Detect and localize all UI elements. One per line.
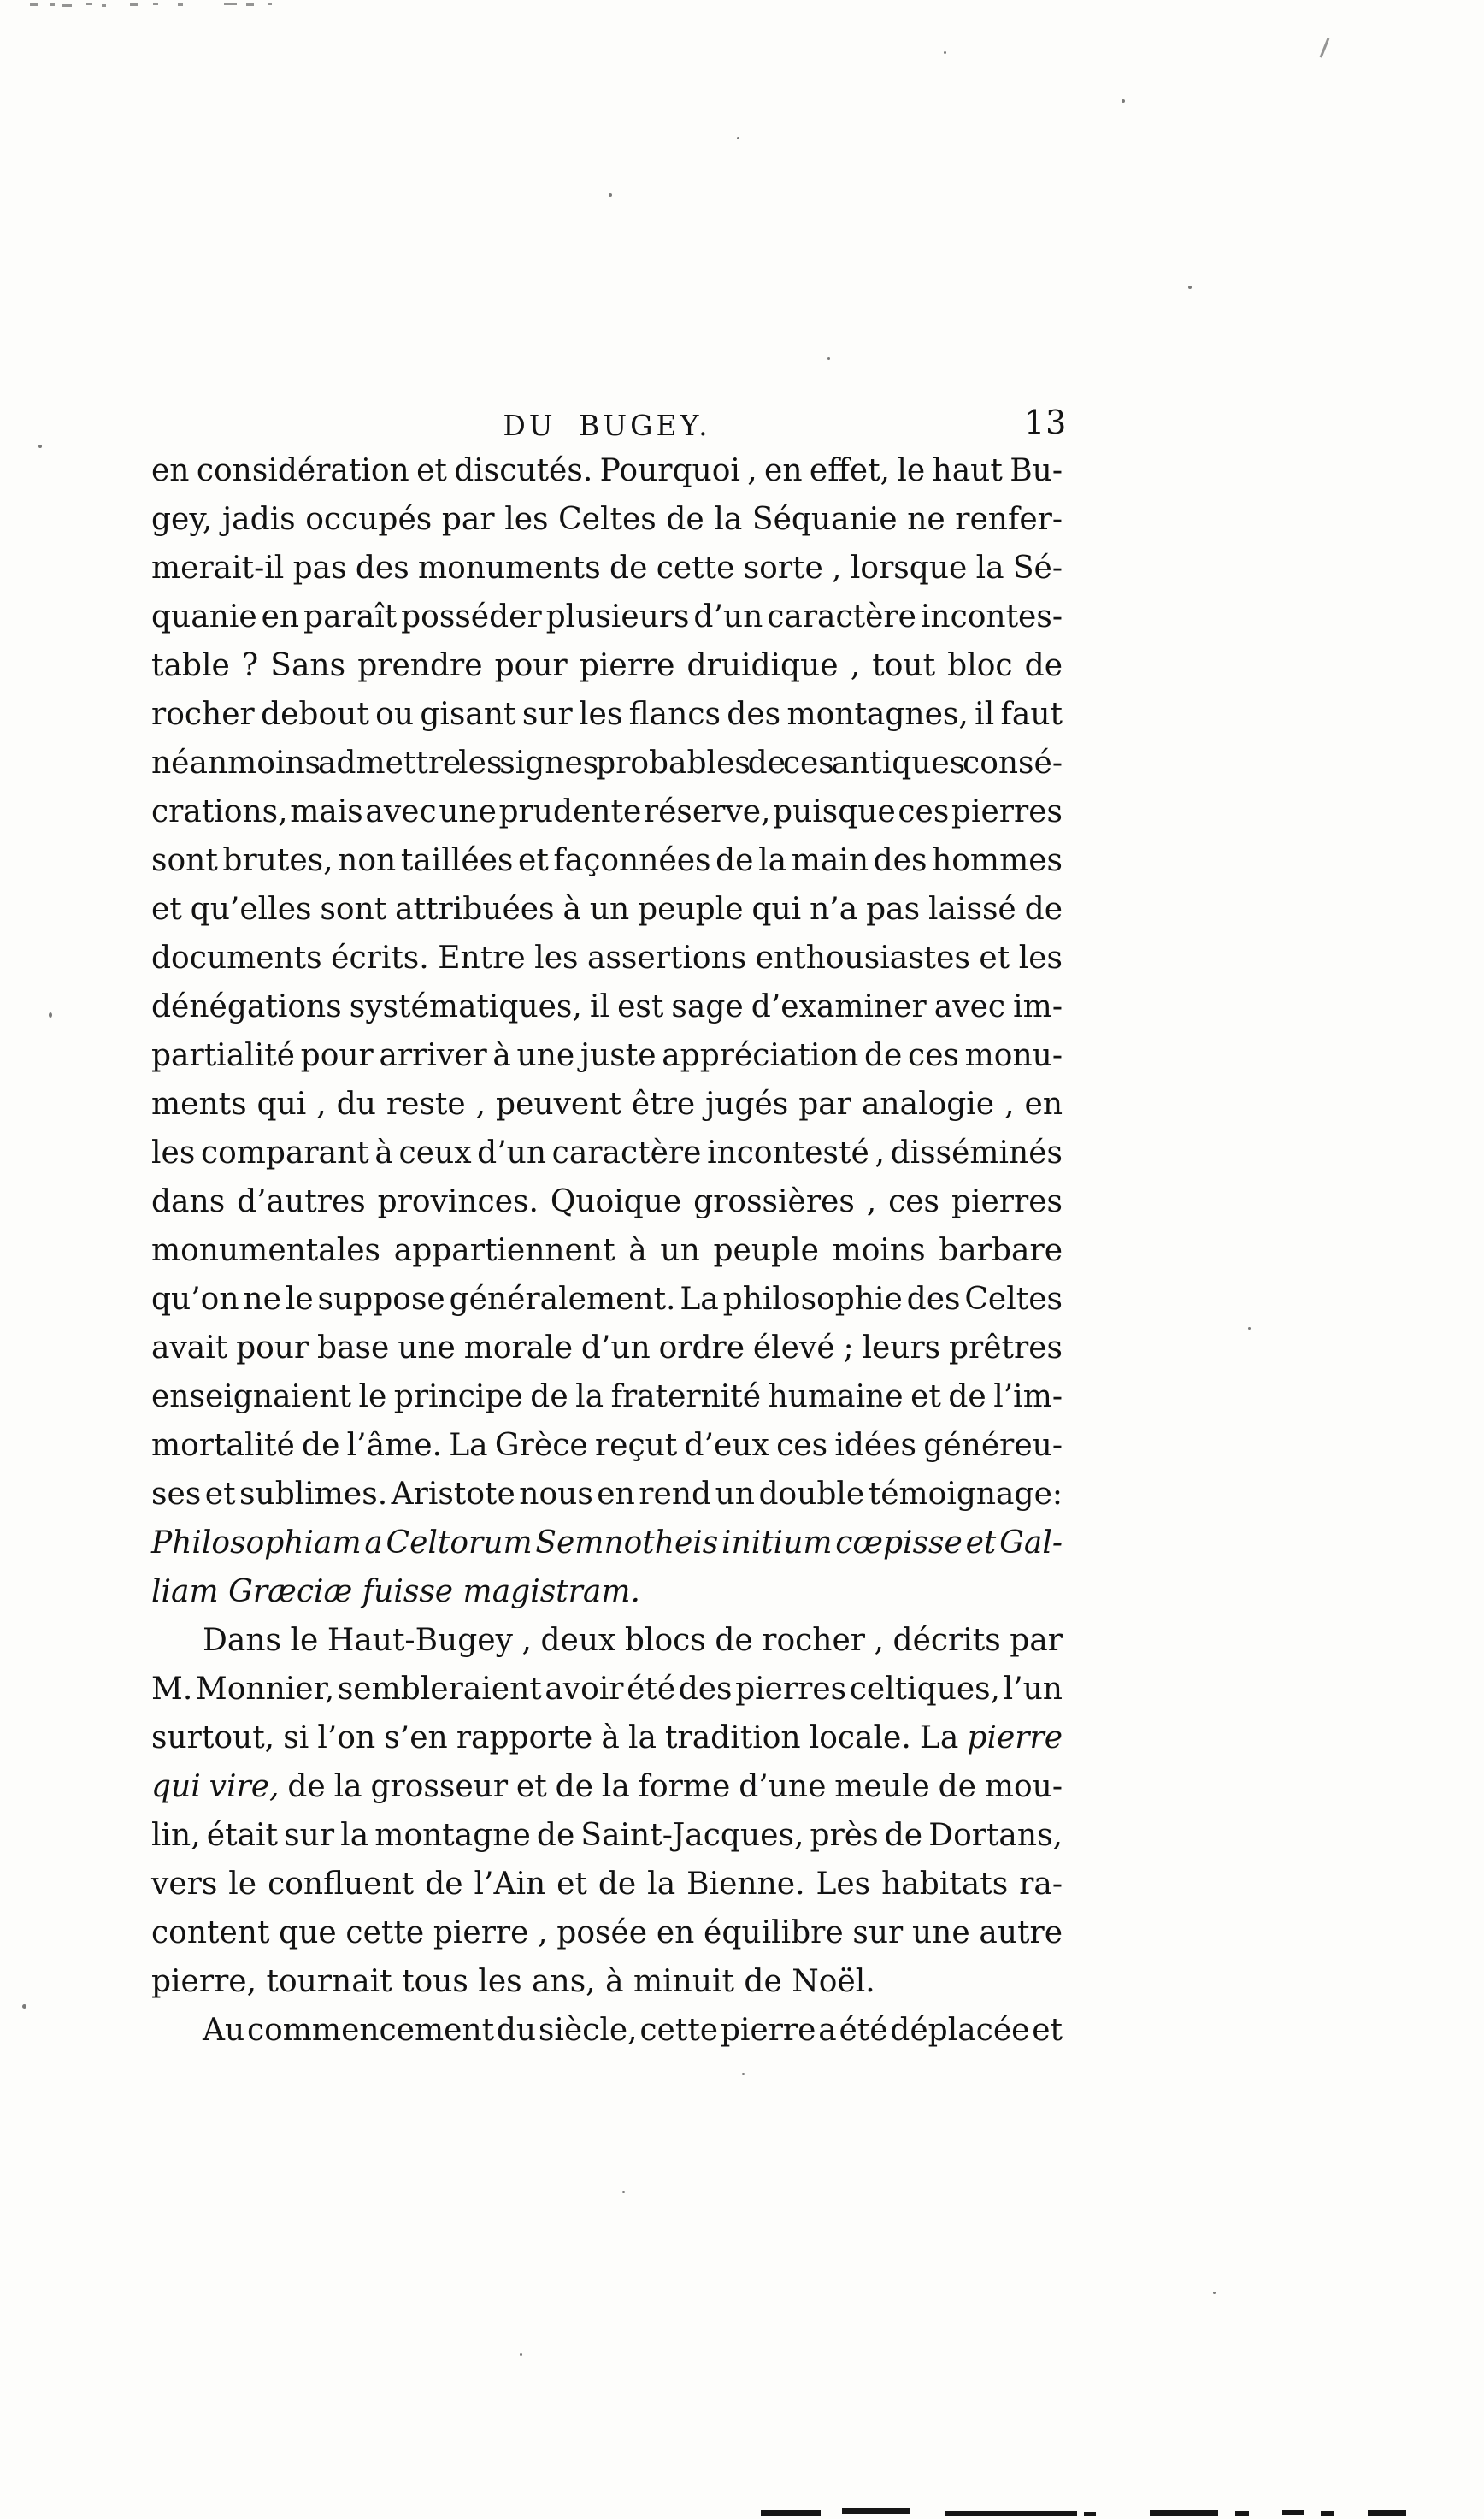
text-line: dénégations systématiques, il est sage d’examiner avec im- xyxy=(151,989,1063,1024)
text-line: vers le confluent de l’Ain et de la Bienne. Les habitats ra- xyxy=(151,1867,1063,1902)
text-line: néanmoins admettre les signes probables de ces antiques consé- xyxy=(151,746,1063,781)
text-line: M. Monnier, sembleraient avoir été des pierres celtiques, l’un xyxy=(151,1672,1063,1707)
text-line: lin, était sur la montagne de Saint-Jacques, près de Dortans, xyxy=(151,1818,1063,1853)
text-line: qu’on ne le suppose généralement. La philosophie des Celtes xyxy=(151,1282,1063,1317)
text-line: sont brutes, non taillées et façonnées de la main des hommes xyxy=(151,843,1063,878)
page-number: 13 xyxy=(1024,404,1068,441)
text-line: quanie en paraît posséder plusieurs d’un caractère incontes- xyxy=(151,599,1063,634)
text-line: avait pour base une morale d’un ordre élevé ; leurs prêtres xyxy=(151,1330,1063,1366)
text-line: dans d’autres provinces. Quoique grossières , ces pierres xyxy=(151,1184,1063,1219)
text-line: Philosophiam a Celtorum Semnotheis initium cœpisse et Gal- xyxy=(151,1525,1063,1560)
text-line: liam Græciæ fuisse magistram. xyxy=(151,1574,640,1609)
text-line: ments qui , du reste , peuvent être jugés par analogie , en xyxy=(151,1087,1063,1122)
text-line: Au commencement du siècle, cette pierre a été déplacée et xyxy=(203,2013,1063,2048)
text-line: table ? Sans prendre pour pierre druidique , tout bloc de xyxy=(151,648,1063,683)
text-line: crations, mais avec une prudente réserve, puisque ces pierres xyxy=(151,794,1063,829)
text-line: en considération et discutés. Pourquoi , en effet, le haut Bu- xyxy=(151,453,1063,488)
text-line: documents écrits. Entre les assertions enthousiastes et les xyxy=(151,941,1063,976)
text-line: qui vire, de la grosseur et de la forme d’une meule de mou- xyxy=(151,1769,1063,1804)
text-line: Dans le Haut-Bugey , deux blocs de rocher , décrits par xyxy=(203,1623,1063,1658)
text-line: enseignaient le principe de la fraternité humaine et de l’im- xyxy=(151,1379,1063,1414)
body-text-block xyxy=(151,446,1063,2055)
text-line: les comparant à ceux d’un caractère incontesté , disséminés xyxy=(151,1136,1063,1171)
text-line: ses et sublimes. Aristote nous en rend un double témoignage: xyxy=(151,1477,1063,1512)
text-line: partialité pour arriver à une juste appréciation de ces monu- xyxy=(151,1038,1063,1073)
text-line: gey, jadis occupés par les Celtes de la Séquanie ne renfer- xyxy=(151,502,1063,537)
text-line: merait-il pas des monuments de cette sorte , lorsque la Sé- xyxy=(151,551,1063,586)
text-line: mortalité de l’âme. La Grèce reçut d’eux ces idées généreu- xyxy=(151,1428,1063,1463)
text-line: content que cette pierre , posée en équilibre sur une autre xyxy=(151,1915,1063,1950)
text-line: rocher debout ou gisant sur les flancs des montagnes, il faut xyxy=(151,697,1063,732)
text-line: surtout, si l’on s’en rapporte à la tradition locale. La pierre xyxy=(151,1720,1063,1755)
text-line: pierre, tournait tous les ans, à minuit de Noël. xyxy=(151,1964,875,1999)
running-head-title: DU BUGEY. xyxy=(503,409,711,442)
text-line: et qu’elles sont attribuées à un peuple qui n’a pas laissé de xyxy=(151,892,1063,927)
text-line: monumentales appartiennent à un peuple moins barbare xyxy=(151,1233,1063,1268)
